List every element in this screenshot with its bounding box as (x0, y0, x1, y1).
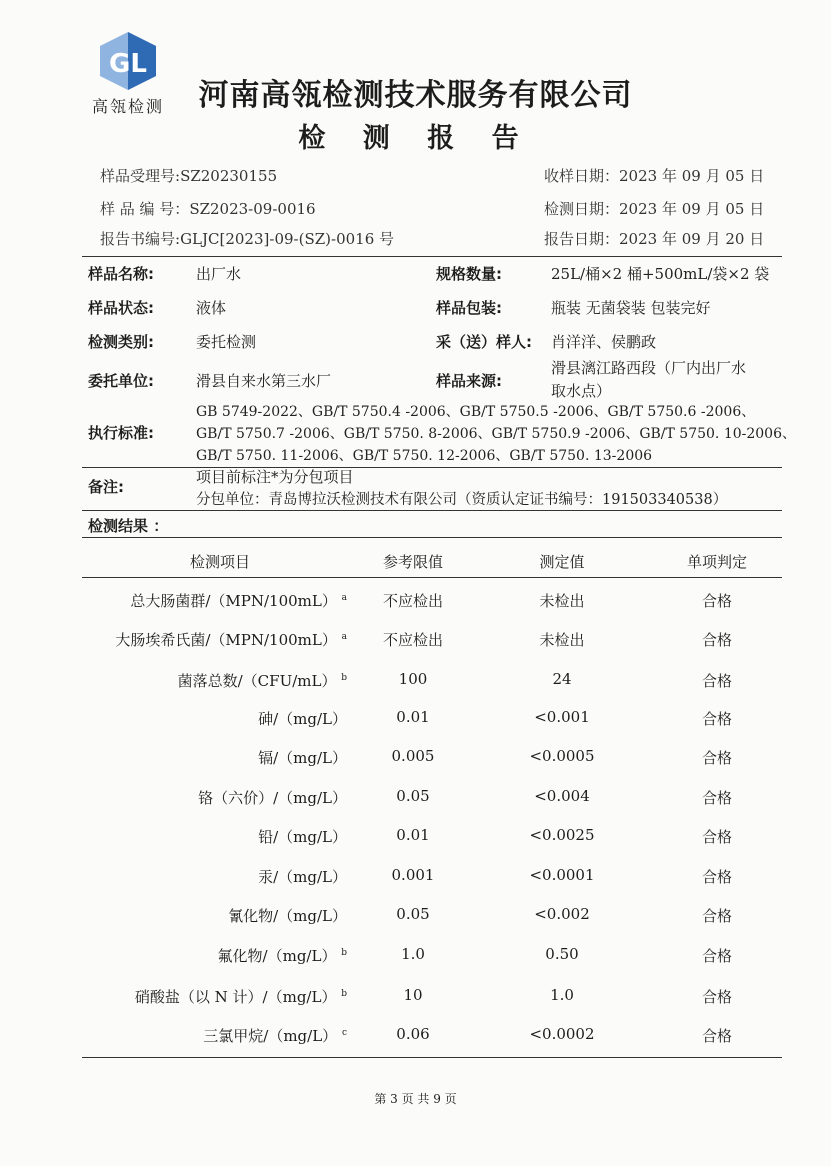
row-limit: 1.0 (401, 945, 425, 963)
divider (82, 1057, 782, 1058)
report-no-label: 报告书编号: (100, 230, 181, 248)
client: 滑县自来水第三水厂 (196, 372, 332, 390)
logo-text: 高瓴检测 (91, 97, 164, 116)
row-judgement: 合格 (701, 988, 732, 1006)
divider (82, 577, 782, 578)
sample-receipt-label: 样品受理号: (100, 167, 181, 185)
row-item-note: b (341, 989, 347, 999)
row-measured: 24 (552, 670, 572, 688)
row-limit: 不应检出 (382, 592, 443, 610)
row-limit: 0.05 (396, 787, 430, 805)
standard-line1: GB 5749-2022、GB/T 5750.4 -2006、GB/T 5750.5 -2006、GB/T 5750.6 -2006、 (196, 404, 756, 420)
row-limit: 0.06 (396, 1025, 430, 1043)
sample-receipt-no: SZ20230155 (180, 167, 278, 185)
receive-date-label: 收样日期： (544, 167, 620, 185)
state-label: 样品状态: (88, 299, 154, 317)
standard-label: 执行标准: (88, 424, 154, 442)
category: 委托检测 (196, 333, 257, 351)
header-item: 检测项目 (189, 553, 250, 571)
row-limit: 不应检出 (382, 631, 443, 649)
standard-line3: GB/T 5750. 11-2006、GB/T 5750. 12-2006、GB/T 5750. 13-2006 (196, 448, 653, 464)
row-measured: <0.0025 (529, 826, 595, 844)
row-measured: <0.0002 (529, 1025, 595, 1043)
divider (82, 256, 782, 257)
source-label: 样品来源: (436, 372, 502, 390)
row-item-note: a (341, 632, 347, 642)
test-date-line (544, 198, 764, 219)
source-line2: 取水点） (551, 382, 612, 400)
company-name: 河南高瓴检测技术服务有限公司 (198, 78, 633, 113)
svg-text:GL: GL (109, 49, 147, 79)
row-item: 总大肠菌群/（MPN/100mL） (130, 592, 337, 610)
receive-date: 2023 年 09 月 05 日 (619, 167, 765, 185)
report-no: GLJC[2023]-09-(SZ)-0016 号 (180, 230, 395, 248)
client-label: 委托单位: (88, 372, 154, 390)
header-judgement: 单项判定 (686, 553, 747, 571)
spec: 25L/桶×2 桶+500mL/袋×2 袋 (551, 265, 770, 283)
row-limit: 0.05 (396, 905, 430, 923)
test-date-label: 检测日期： (544, 200, 620, 218)
row-item: 砷/（mg/L） (258, 710, 347, 728)
spec-label: 规格数量: (436, 265, 502, 283)
row-judgement: 合格 (701, 749, 732, 767)
row-measured: 0.50 (545, 945, 579, 963)
row-judgement: 合格 (701, 947, 732, 965)
row-item: 铅/（mg/L） (258, 828, 347, 846)
row-item-note: b (341, 948, 347, 958)
row-judgement: 合格 (701, 592, 732, 610)
row-measured: <0.0001 (529, 866, 595, 884)
row-measured: <0.002 (534, 905, 590, 923)
page-title: 检 测 报 告 (298, 123, 533, 154)
row-limit: 0.01 (396, 826, 430, 844)
divider (82, 510, 782, 511)
row-judgement: 合格 (701, 1027, 732, 1045)
row-judgement: 合格 (701, 789, 732, 807)
header-measured: 测定值 (539, 553, 585, 571)
source-line1: 滑县漓江路西段（厂内出厂水 (551, 359, 747, 377)
row-measured: <0.004 (534, 787, 590, 805)
page-number: 第 3 页 共 9 页 (374, 1092, 457, 1106)
row-measured: <0.001 (534, 708, 590, 726)
divider (82, 537, 782, 538)
sample-receipt-line (100, 165, 277, 186)
row-item: 氰化物/（mg/L） (228, 907, 347, 925)
report-date: 2023 年 09 月 20 日 (619, 230, 765, 248)
sender-label: 采（送）样人: (436, 333, 532, 351)
row-item-note: c (341, 1028, 347, 1038)
row-item: 镉/（mg/L） (258, 749, 347, 767)
category-label: 检测类别: (88, 333, 154, 351)
header-limit: 参考限值 (382, 553, 443, 571)
report-no-line (100, 228, 394, 249)
report-date-label: 报告日期： (544, 230, 620, 248)
row-item: 三氯甲烷/（mg/L） (203, 1027, 338, 1045)
sample-code-line (100, 198, 316, 219)
remark-line2: 分包单位：青岛博拉沃检测技术有限公司（资质认定证书编号：191503340538） (196, 492, 728, 508)
row-judgement: 合格 (701, 828, 732, 846)
row-limit: 100 (398, 670, 428, 688)
row-item: 氟化物/（mg/L） (217, 947, 337, 965)
row-judgement: 合格 (701, 907, 732, 925)
sample-code: SZ2023-09-0016 (189, 200, 316, 218)
row-judgement: 合格 (701, 710, 732, 728)
row-measured: 1.0 (550, 986, 574, 1004)
sample-name-label: 样品名称: (88, 265, 154, 283)
row-limit: 0.01 (396, 708, 430, 726)
row-item-note: b (341, 673, 347, 683)
row-measured: <0.0005 (529, 747, 595, 765)
standard-line2: GB/T 5750.7 -2006、GB/T 5750. 8-2006、GB/T 5750.9 -2006、GB/T 5750. 10-2006、 (196, 426, 796, 442)
report-date-line (544, 228, 764, 249)
row-item: 菌落总数/（CFU/mL） (177, 672, 337, 690)
row-judgement: 合格 (701, 868, 732, 886)
row-item: 铬（六价）/（mg/L） (198, 789, 347, 807)
sender: 肖洋洋、侯鹏政 (551, 333, 657, 351)
row-measured: 未检出 (539, 592, 585, 610)
test-date: 2023 年 09 月 05 日 (619, 200, 765, 218)
row-item: 大肠埃希氏菌/（MPN/100mL） (115, 631, 337, 649)
state: 液体 (196, 299, 227, 317)
package: 瓶装 无菌袋装 包装完好 (551, 299, 711, 317)
row-item: 硝酸盐（以 N 计）/（mg/L） (134, 988, 337, 1006)
row-judgement: 合格 (701, 631, 732, 649)
package-label: 样品包装: (436, 299, 502, 317)
results-section-label: 检测结果 ： (88, 517, 169, 535)
row-limit: 0.001 (391, 866, 435, 884)
remark-line1: 项目前标注*为分包项目 (196, 468, 354, 486)
row-item: 汞/（mg/L） (258, 868, 347, 886)
sample-code-label: 样 品 编 号： (100, 200, 190, 218)
sample-name: 出厂水 (196, 265, 242, 283)
row-judgement: 合格 (701, 672, 732, 690)
divider (82, 467, 782, 468)
receive-date-line (544, 165, 764, 186)
remark-label: 备注: (88, 478, 124, 496)
row-limit: 10 (403, 986, 423, 1004)
row-limit: 0.005 (391, 747, 435, 765)
row-item-note: a (341, 593, 347, 603)
row-measured: 未检出 (539, 631, 585, 649)
